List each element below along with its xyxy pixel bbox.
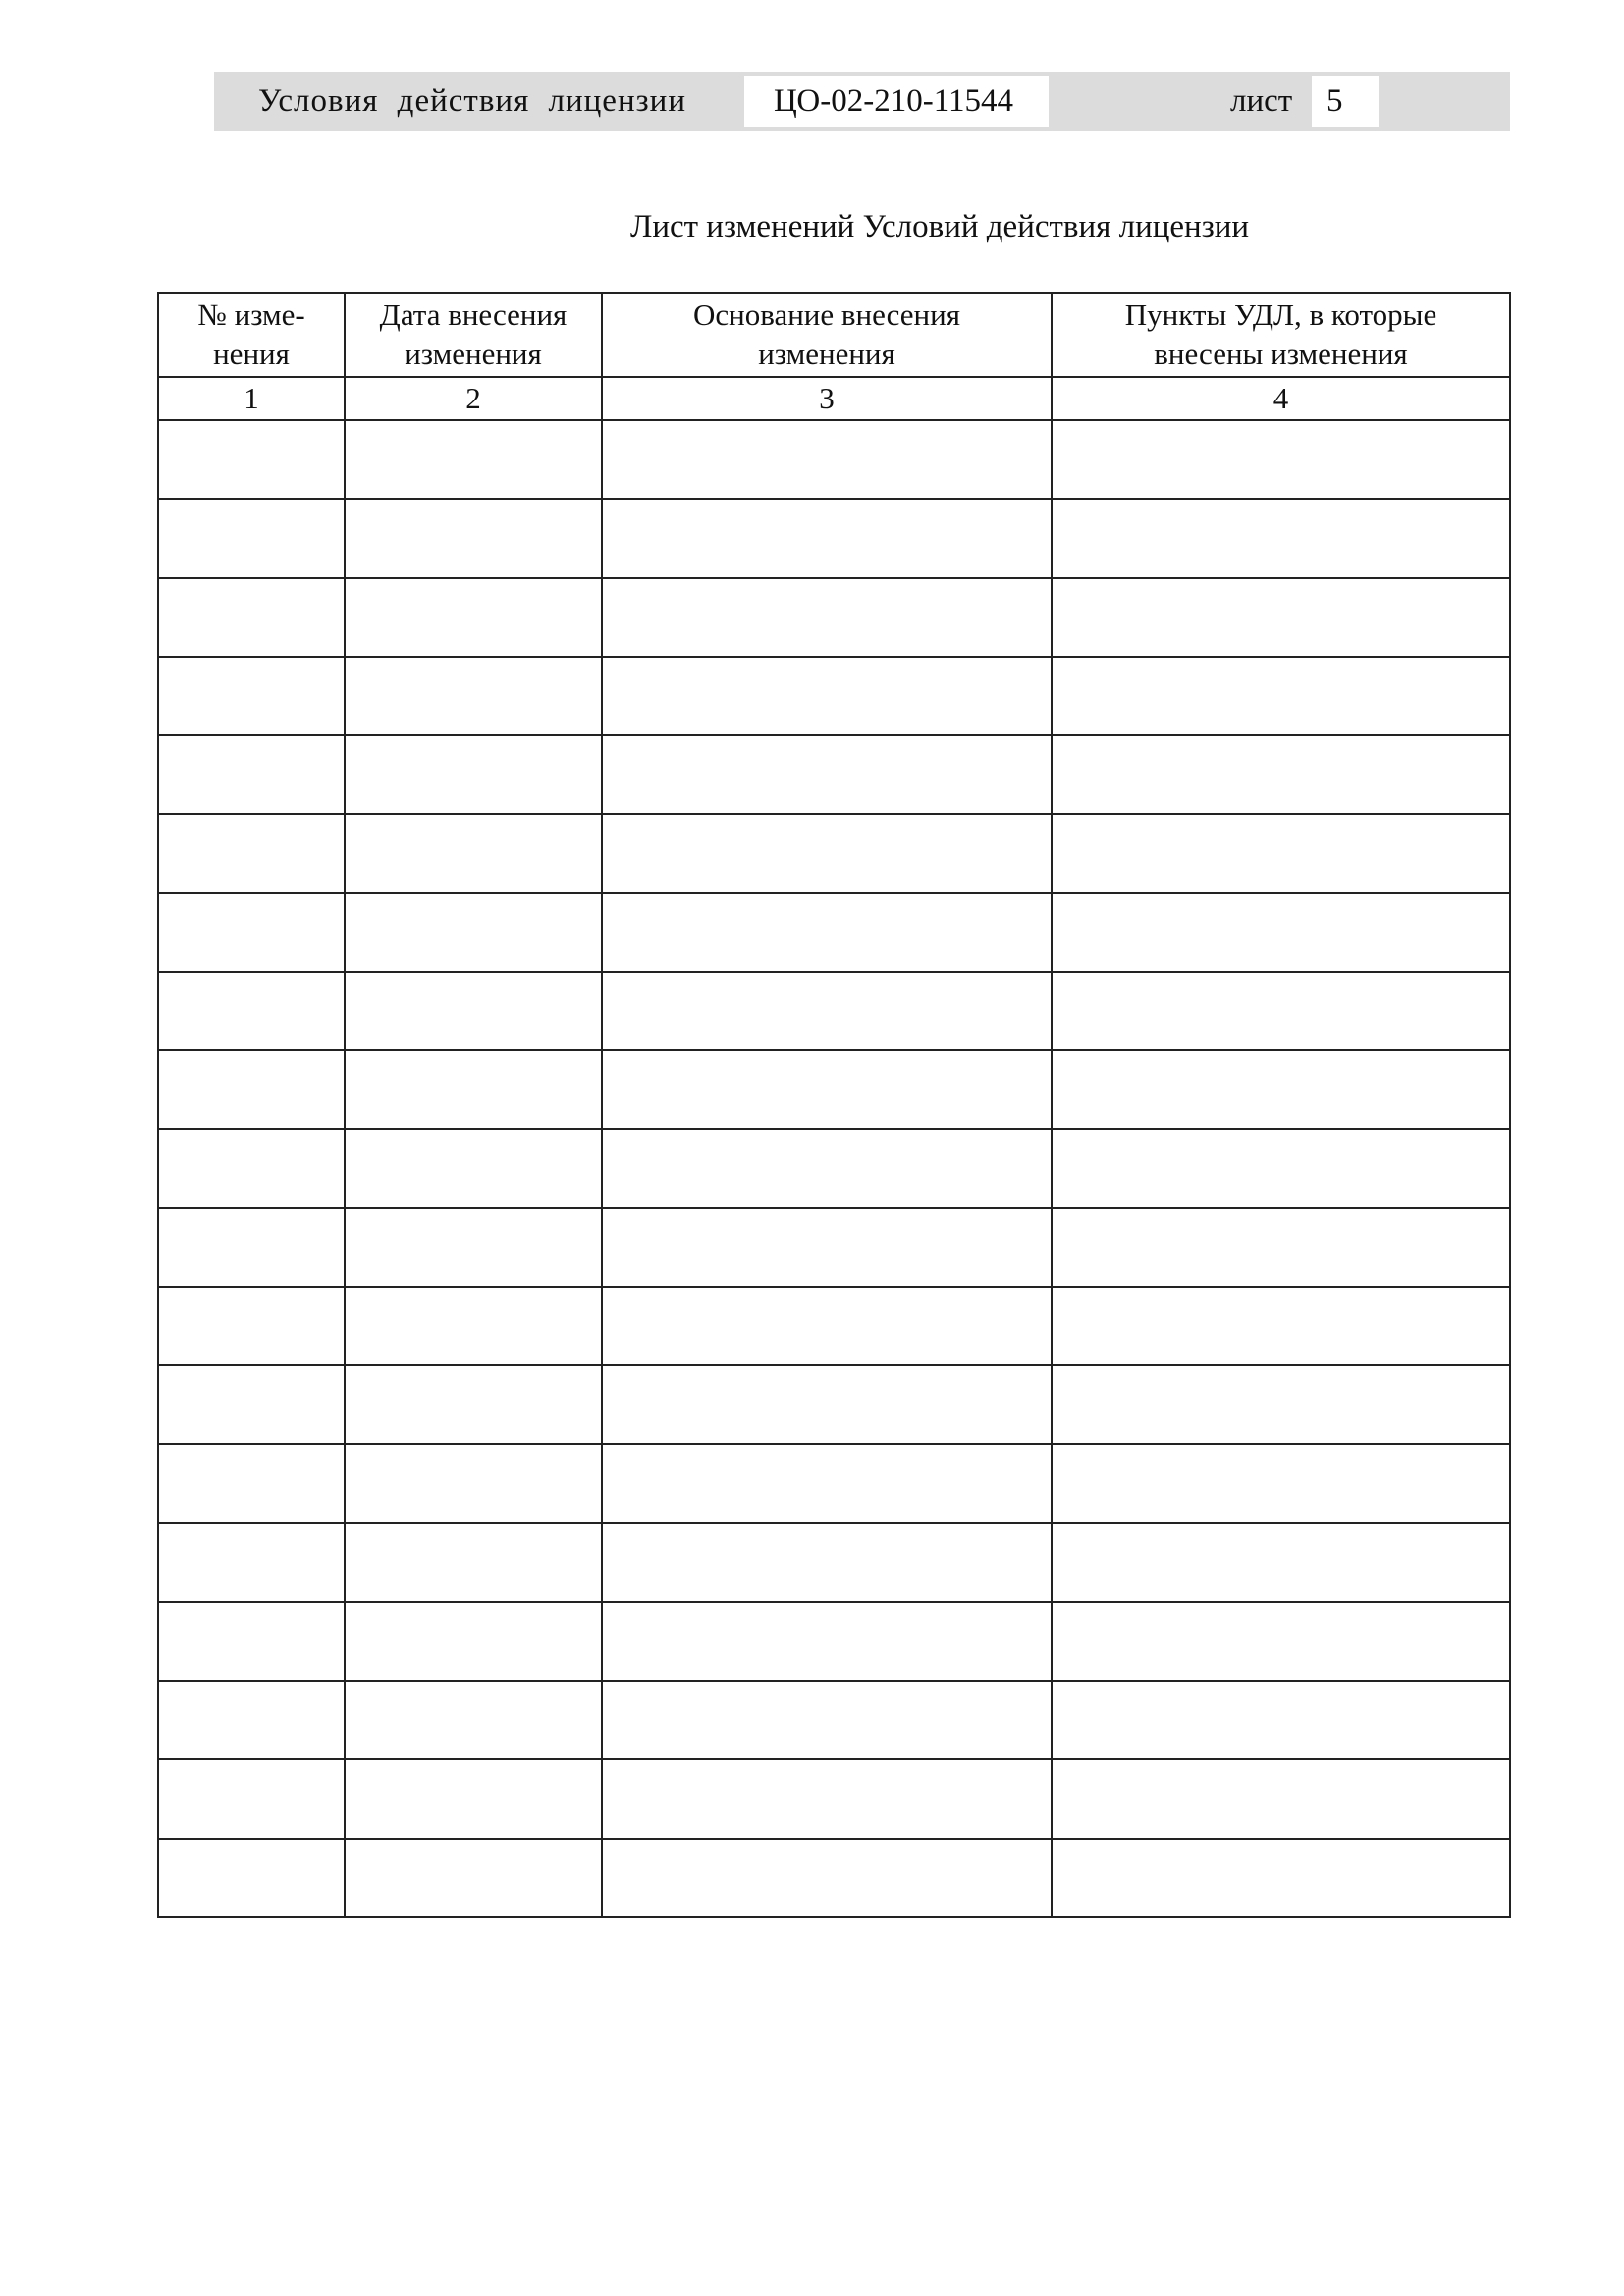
- table-cell: [1052, 1602, 1510, 1681]
- table-cell: [345, 1050, 602, 1129]
- table-header-row: [158, 293, 1510, 377]
- table-cell: [602, 1444, 1052, 1522]
- changes-table: [157, 292, 1511, 1918]
- table-cell: [345, 1365, 602, 1444]
- table-row: [158, 1839, 1510, 1918]
- table-row: [158, 1365, 1510, 1444]
- header-title: Условия действия лицензии: [258, 82, 686, 119]
- table-cell: [1052, 1523, 1510, 1602]
- table-cell: [1052, 735, 1510, 814]
- table-row: [158, 972, 1510, 1050]
- table-cell: [158, 893, 345, 972]
- table-cell: [1052, 1050, 1510, 1129]
- table-cell: [1052, 893, 1510, 972]
- column-header-label: № изме- нения: [197, 297, 305, 371]
- table-cell: [1052, 1208, 1510, 1287]
- column-header-date: [345, 293, 602, 377]
- table-cell: [602, 1839, 1052, 1918]
- table-cell: [345, 499, 602, 577]
- table-cell: [1052, 657, 1510, 735]
- table-cell: [345, 1839, 602, 1918]
- column-header-basis: [602, 293, 1052, 377]
- table-row: [158, 1287, 1510, 1365]
- column-header-label: Пункты УДЛ, в которые внесены изменения: [1124, 297, 1437, 371]
- column-header-label: Дата внесения изменения: [379, 297, 568, 371]
- table-cell: [602, 1602, 1052, 1681]
- table-cell: [158, 1129, 345, 1207]
- table-cell: [158, 1050, 345, 1129]
- table-cell: [345, 972, 602, 1050]
- column-number: 3: [602, 377, 1052, 420]
- table-row: [158, 657, 1510, 735]
- table-cell: [345, 1208, 602, 1287]
- table-cell: [345, 1681, 602, 1759]
- table-row: [158, 499, 1510, 577]
- table-cell: [1052, 499, 1510, 577]
- table-cell: [602, 1523, 1052, 1602]
- table-cell: [345, 1444, 602, 1522]
- table-cell: [345, 1287, 602, 1365]
- sheet-label: лист: [1230, 82, 1293, 119]
- table-cell: [158, 1365, 345, 1444]
- table-cell: [158, 1681, 345, 1759]
- table-cell: [1052, 1839, 1510, 1918]
- table-cell: [1052, 1287, 1510, 1365]
- table-cell: [158, 420, 345, 499]
- table-row: [158, 893, 1510, 972]
- table-cell: [158, 1444, 345, 1522]
- table-cell: [158, 1287, 345, 1365]
- table-cell: [345, 1602, 602, 1681]
- table-row: [158, 1129, 1510, 1207]
- table-cell: [602, 1287, 1052, 1365]
- table-row: [158, 1208, 1510, 1287]
- table-cell: [158, 1208, 345, 1287]
- table-cell: [345, 1759, 602, 1838]
- table-cell: [1052, 578, 1510, 657]
- column-number: 1: [158, 377, 345, 420]
- table-cell: [158, 578, 345, 657]
- table-cell: [602, 420, 1052, 499]
- table-cell: [345, 1523, 602, 1602]
- table-cell: [602, 1681, 1052, 1759]
- table-cell: [158, 972, 345, 1050]
- column-header-change-number: [158, 293, 345, 377]
- table-cell: [158, 735, 345, 814]
- table-row: [158, 735, 1510, 814]
- table-row: [158, 1444, 1510, 1522]
- table-cell: [1052, 1129, 1510, 1207]
- table-row: [158, 1050, 1510, 1129]
- table-cell: [345, 814, 602, 892]
- table-cell: [345, 420, 602, 499]
- table-cell: [1052, 1681, 1510, 1759]
- table-cell: [345, 1129, 602, 1207]
- table-cell: [602, 657, 1052, 735]
- column-number: 4: [1052, 377, 1510, 420]
- table-row: [158, 1681, 1510, 1759]
- table-cell: [158, 1523, 345, 1602]
- table-cell: [602, 735, 1052, 814]
- table-cell: [1052, 972, 1510, 1050]
- table-cell: [602, 1129, 1052, 1207]
- table-cell: [602, 499, 1052, 577]
- column-header-label: Основание внесения изменения: [692, 297, 960, 371]
- table-cell: [602, 1050, 1052, 1129]
- table-row: [158, 1523, 1510, 1602]
- table-cell: [158, 1759, 345, 1838]
- table-cell: [602, 1208, 1052, 1287]
- table-row: [158, 1759, 1510, 1838]
- table-cell: [602, 578, 1052, 657]
- table-cell: [345, 735, 602, 814]
- table-cell: [602, 1365, 1052, 1444]
- table-cell: [1052, 1759, 1510, 1838]
- license-number: ЦО-02-210-11544: [774, 82, 1013, 119]
- table-row: [158, 420, 1510, 499]
- table-cell: [1052, 814, 1510, 892]
- table-cell: [158, 1839, 345, 1918]
- table-cell: [158, 499, 345, 577]
- column-numbers-row: [158, 377, 1510, 420]
- column-header-clauses: [1052, 293, 1510, 377]
- table-cell: [158, 814, 345, 892]
- table-cell: [345, 578, 602, 657]
- table-cell: [158, 1602, 345, 1681]
- table-cell: [602, 893, 1052, 972]
- table-row: [158, 1602, 1510, 1681]
- sheet-number: 5: [1326, 82, 1343, 119]
- table-cell: [1052, 420, 1510, 499]
- table-cell: [158, 657, 345, 735]
- table-cell: [345, 657, 602, 735]
- table-cell: [1052, 1365, 1510, 1444]
- table-cell: [602, 1759, 1052, 1838]
- page-title: Лист изменений Условий действия лицензии: [629, 209, 1250, 244]
- document-header: [214, 72, 1510, 131]
- table-row: [158, 578, 1510, 657]
- table-cell: [345, 893, 602, 972]
- table-cell: [1052, 1444, 1510, 1522]
- column-number: 2: [345, 377, 602, 420]
- table-cell: [602, 814, 1052, 892]
- table-row: [158, 814, 1510, 892]
- table-cell: [602, 972, 1052, 1050]
- table-body: [158, 420, 1510, 1917]
